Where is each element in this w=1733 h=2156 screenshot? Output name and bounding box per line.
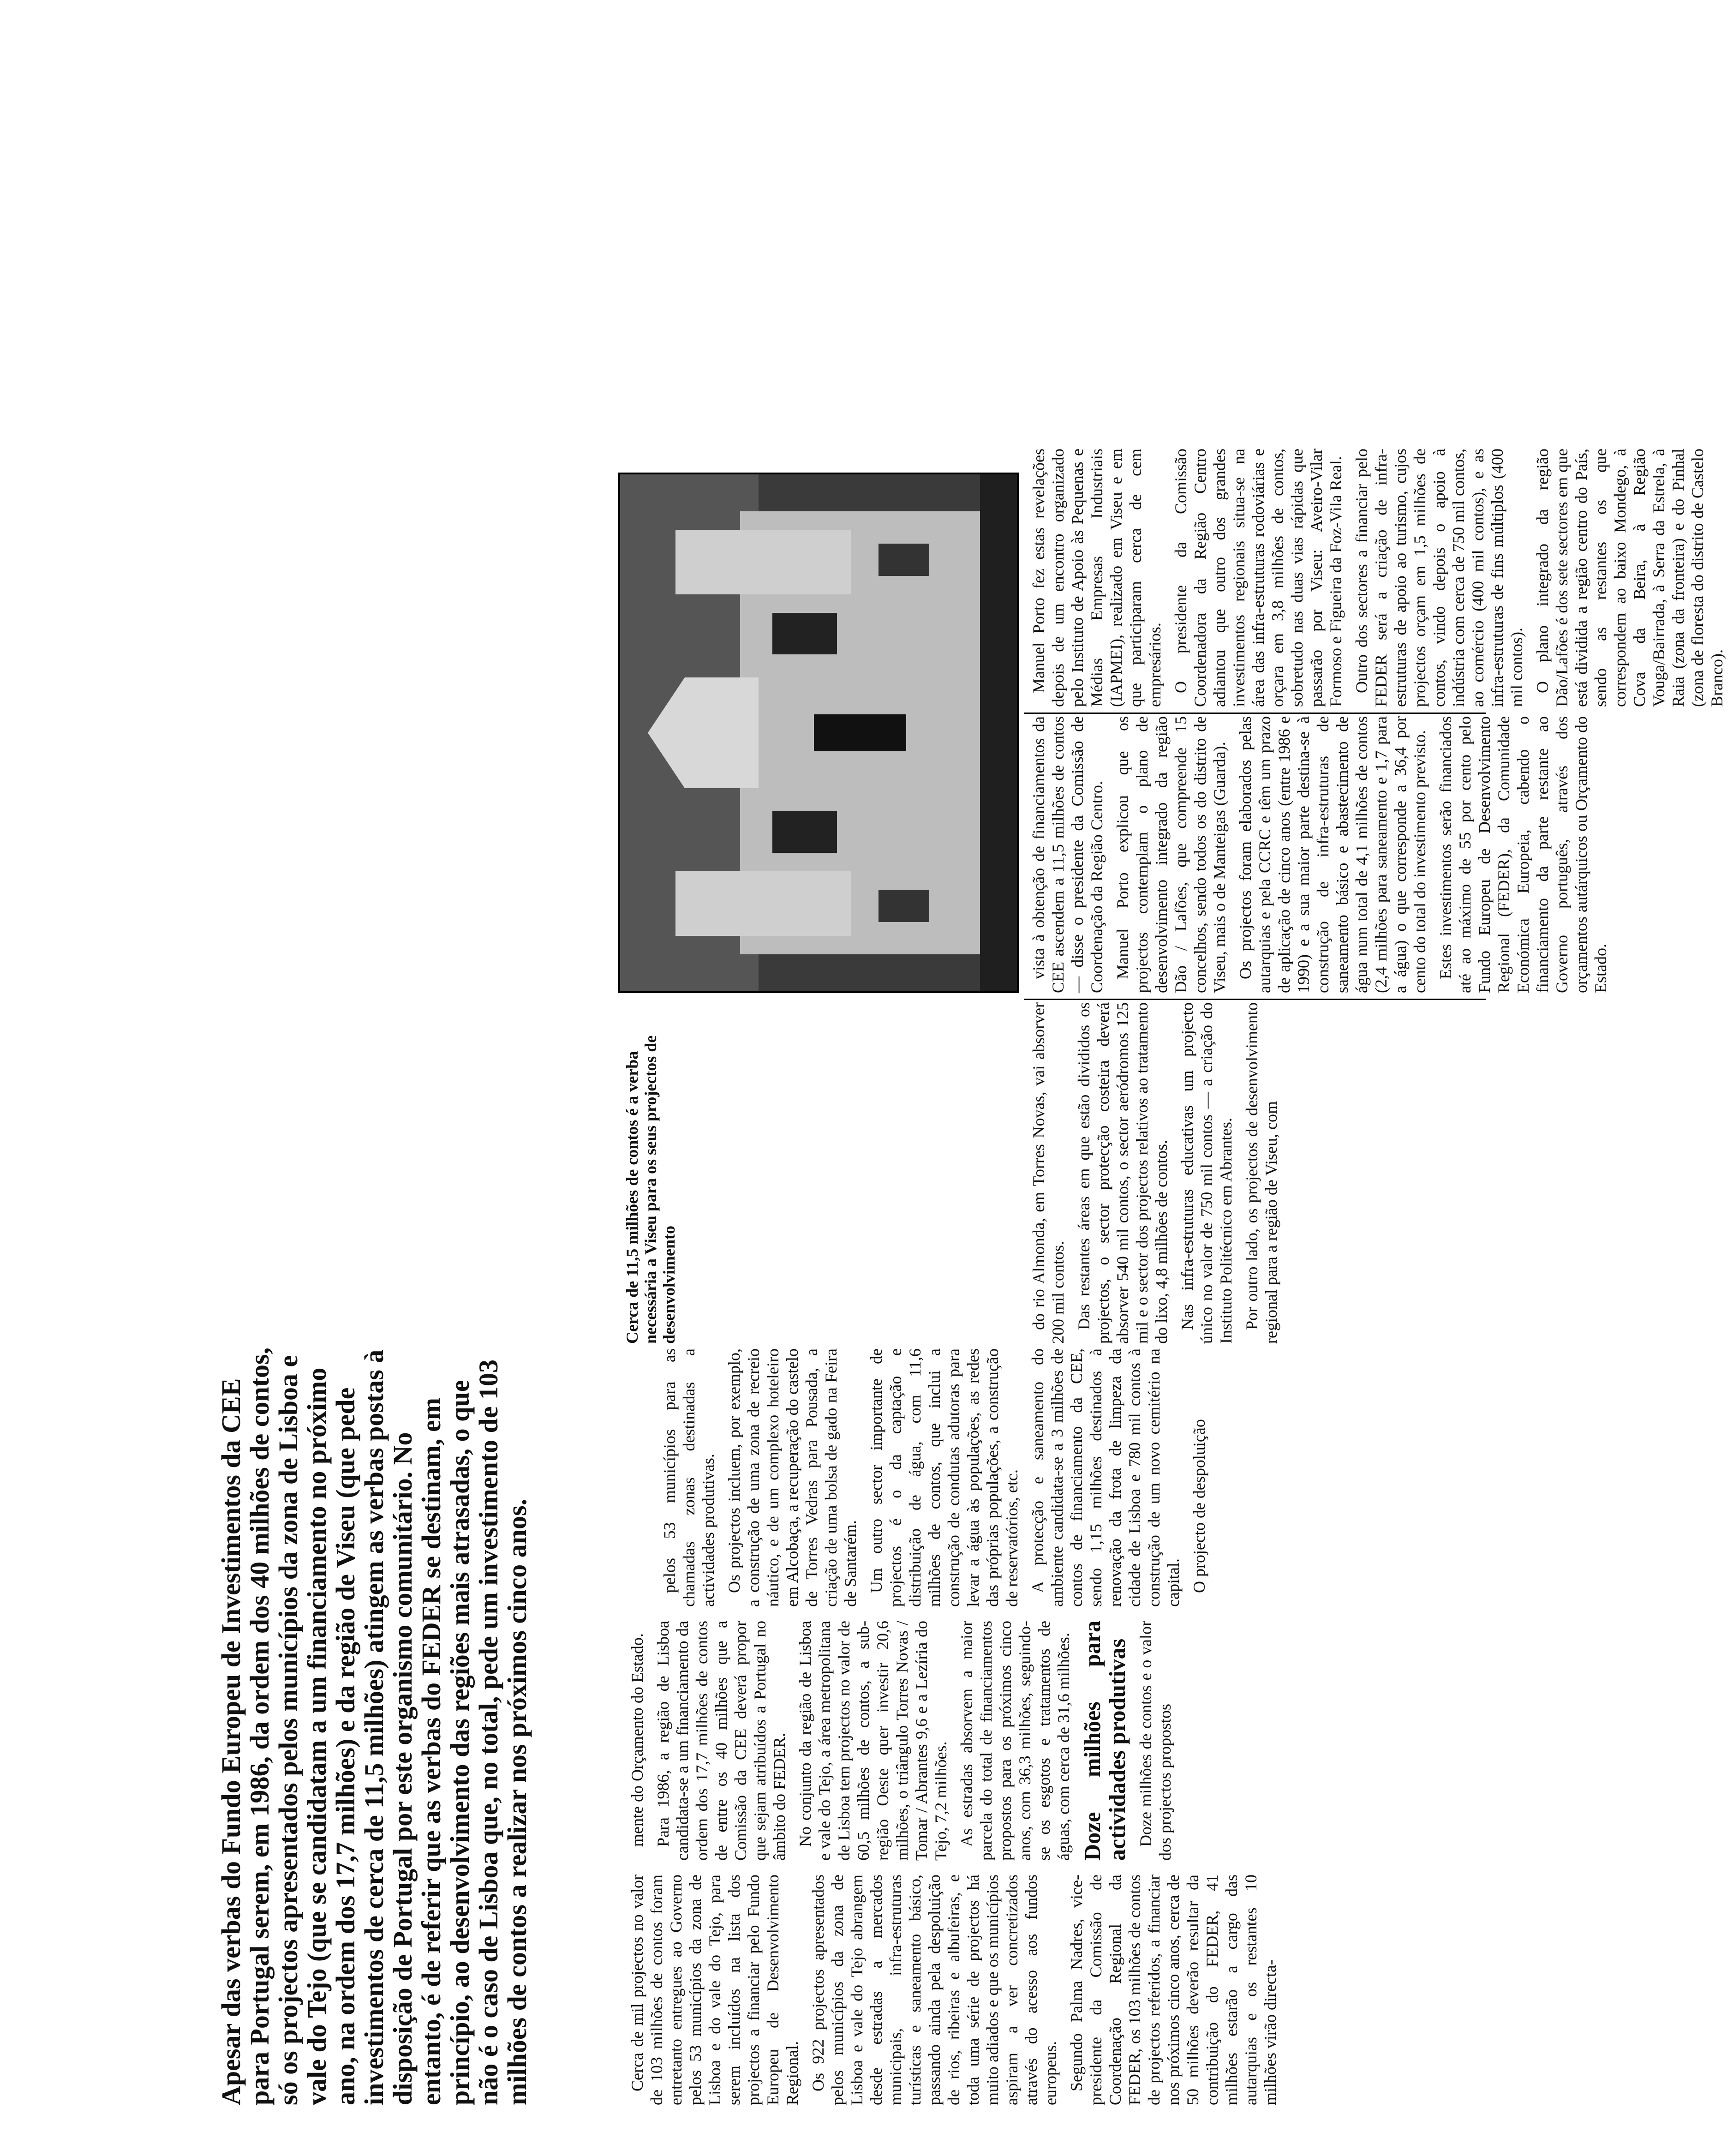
col5-p1: vista à obtenção de financiamentos da CEE ascendem a 11,5 milhões de contos — disse o presidente da Comissão de Coordenação da Região Centro. bbox=[1029, 716, 1106, 993]
column-divider bbox=[1024, 713, 1486, 714]
col2-p4: As estradas absorvem a maior parcela do total de financiamentos propostos para os próximos cinco anos, com 36,3 milhões, seguindo-se os esgotos e tratamentos de águas, com cerca de 31,6 milhões. bbox=[957, 1621, 1073, 1861]
col3-p5: O projecto de despoluição bbox=[1190, 1419, 1208, 1593]
col3-p4: A protecção e saneamento do ambiente candidata-se a 3 milhões de contos de financiamento da CEE, sendo 1,15 milhões destinados à renovação da frota de limpeza da cidade de Lisboa e 780 mil contos à construção de um novo cemitério na capital. bbox=[1028, 1348, 1183, 1607]
col4-p2: Das restantes áreas em que estão divididos os projectos, o sector protecção costeira deverá absorver 540 mil contos, o sector aeródromos 125 mil e o sector dos projectos relativos ao tratamento do lixo, 4,8 milhões de contos. bbox=[1075, 1002, 1171, 1344]
column-6 bbox=[1029, 449, 1733, 707]
col4-p3: Nas infra-estruturas educativas um projecto único no valor de 750 mil contos — a criação do Instituto Politécnico em Abrantes. bbox=[1178, 1002, 1235, 1344]
col5-p2: Manuel Porto explicou que os projectos contemplam o plano de desenvolvimento integrado da região Dão / Lafões, que compreende 15 concelhos, sendo todos os do distrito de Viseu, mais o de Manteigas (Guarda). bbox=[1113, 716, 1229, 993]
col2-p3: No conjunto da região de Lisboa e vale do Tejo, a área metropolitana de Lisboa tem projectos no valor de 60,5 milhões de contos, a sub-região Oeste quer investir 20,6 milhões, o triângulo Torres Novas / Tomar / Abrantes 9,6 e a Lezíria do Tejo, 7,2 milhões. bbox=[796, 1621, 950, 1861]
col4-p4: Por outro lado, os projectos de desenvolvimento regional para a região de Viseu, com bbox=[1243, 1002, 1280, 1344]
column-3 bbox=[660, 1348, 1215, 1607]
column-divider bbox=[1024, 999, 1486, 1000]
lead-paragraph: Apesar das verbas do Fundo Europeu de Investimentos da CEE para Portugal serem, em 1986, da ordem dos 40 milhões de contos, só os projectos apresentados pelos municípios da zona de Lisboa e vale do Tejo (que se candidatam a um financiamento no próximo ano, na ordem dos 17,7 milhões) e da região de Viseu (que pede investimentos de cerca de 11,5 milhões) atingem as verbas postas à disposição de Portugal por este organismo comunitário. No entanto, é de referir que as verbas do FEDER se destinam, em princípio, ao desenvolvimento das regiões mais atrasadas, o que não é o caso de Lisboa que, no total, pede um investimento de 103 milhões de contos a realizar nos próximos cinco anos. bbox=[216, 1347, 532, 2105]
col2-p1: mente do Orçamento do Estado. bbox=[628, 1633, 646, 1847]
subheading: Doze milhões para actividades produtivas bbox=[1079, 1621, 1130, 1861]
col3-p1: pelos 53 municípios para as chamadas zonas destinadas a actividades produtivas. bbox=[660, 1348, 717, 1607]
col6-p3: Outro dos sectores a financiar pelo FEDER será a criação de infra-estruturas de apoio ao turismo, cujos projectos orçam em 1,5 milhões de contos, vindo depois o apoio à indústria com cerca de 750 mil contos, ao comércio (400 mil contos), e as infra-estruturas de fins múltiplos (400 mil contos). bbox=[1352, 449, 1526, 707]
col6-p4: O plano integrado da região Dão/Lafões é dos sete sectores em que está dividida a região centro do País, sendo as restantes os que correspondem ao baixo Mondego, à Cova da Beira, à Região Vouga/Bairrada, à Serra da Estrela, à Raia (zona da fronteira) e do Pinhal (zona de floresta do distrito de Castelo Branco). bbox=[1533, 449, 1726, 707]
col3-p3: Um outro sector importante de projectos é o da captação e distribuição de água, com 11,6 milhões de contos, que inclui a construção de condutas adutoras para levar a água às populações, as redes das próprias populações, a construção de reservatórios, etc. bbox=[867, 1348, 1021, 1607]
col2-p2: Para 1986, a região de Lisboa candidata-se a um financiamento da ordem dos 17,7 milhões de contos de entre os 40 milhões que a Comissão da CEE deverá propor que sejam atribuídos a Portugal no âmbito do FEDER. bbox=[654, 1621, 789, 1861]
col3-p2: Os projectos incluem, por exemplo, a construção de uma zona de recreio náutico, e de um complexo hoteleiro em Alcobaça, a recuperação do castelo de Torres Vedras para Pousada, a criação de uma bolsa de gado na Feira de Santarém. bbox=[725, 1348, 860, 1607]
col1-p2: Os 922 projectos apresentados pelos municípios da zona de Lisboa e vale do Tejo abrangem desde estradas a mercados municipais, infra-estruturas turísticas e saneamento básico, passando ainda pela despoluição de rios, ribeiras e albufeiras, e toda uma série de projectos há muito adiados e que os municípios aspiram a ver concretizados através do acesso aos fundos europeus. bbox=[809, 1875, 1060, 2105]
column-4 bbox=[1029, 1002, 1287, 1344]
photo-caption: Cerca de 11,5 milhões de contos é a verba necessária a Viseu para os seus projectos de desenvolvimento bbox=[623, 1035, 678, 1344]
col2-p5: Doze milhões de contos e o valor dos projectos propostos bbox=[1136, 1621, 1174, 1861]
column-2 bbox=[627, 1621, 1181, 1861]
col4-p1: do rio Almonda, em Torres Novas, vai absorver 200 mil contos. bbox=[1029, 1002, 1067, 1344]
church-photo bbox=[618, 473, 1019, 993]
col5-p4: Estes investimentos serão financiados até ao máximo de 55 por cento pelo Fundo Europeu de Desenvolvimento Regional (FEDER), da Comunidade Económica Europeia, cabendo o financiamento da parte restante ao Governo português, através dos orçamentos autárquicos ou Orçamento do Estado. bbox=[1436, 716, 1610, 993]
church-photo-image bbox=[620, 474, 1017, 991]
col1-p3: Segundo Palma Nadres, vice-presidente da Comissão de Coordenação Regional da FEDER, os 103 milhões de contos de projectos referidos, a financiar nos próximos cinco anos, cerca de 50 milhões deverão resultar da contribuição do FEDER, 41 milhões estarão a cargo das autarquias e os restantes 10 milhões virão directa- bbox=[1067, 1875, 1279, 2105]
col5-p3: Os projectos foram elaborados pelas autarquias e pela CCRC e têm um prazo de aplicação de cinco anos (entre 1986 e 1990) e a sua maior parte destina-se à construção de infra-estruturas de saneamento básico e abastecimento de água num total de 4,1 milhões de contos (2,4 milhões para saneamento e 1,7 para a água) o que corresponde a 36,4 por cento do total do investimento previsto. bbox=[1236, 716, 1429, 993]
column-5 bbox=[1029, 716, 1617, 993]
col1-p1: Cerca de mil projectos no valor de 103 milhões de contos foram entretanto entregues ao Governo pelos 53 municípios da zona de Lisboa e do vale do Tejo, para serem incluídos na lista dos projectos a financiar pelo Fundo Europeu de Desenvolvimento Regional. bbox=[628, 1875, 801, 2105]
column-1 bbox=[627, 1875, 1286, 2105]
col6-p1: Manuel Porto fez estas revelações depois de um encontro organizado pelo Instituto de Apoio às Pequenas e Médias Empresas Industriais (IAPMEI), realizado em Viseu e em que participaram cerca de cem empresários. bbox=[1029, 449, 1164, 707]
col6-p2: O presidente da Comissão Coordenadora da Região Centro adiantou que outro dos grandes investimentos regionais situa-se na área das infra-estruturas rodoviárias e orçara em 3,8 milhões de contos, sobretudo nas duas vias rápidas que passarão por Viseu: Aveiro-Vilar Formoso e Figueira da Foz-Vila Real. bbox=[1171, 449, 1345, 707]
